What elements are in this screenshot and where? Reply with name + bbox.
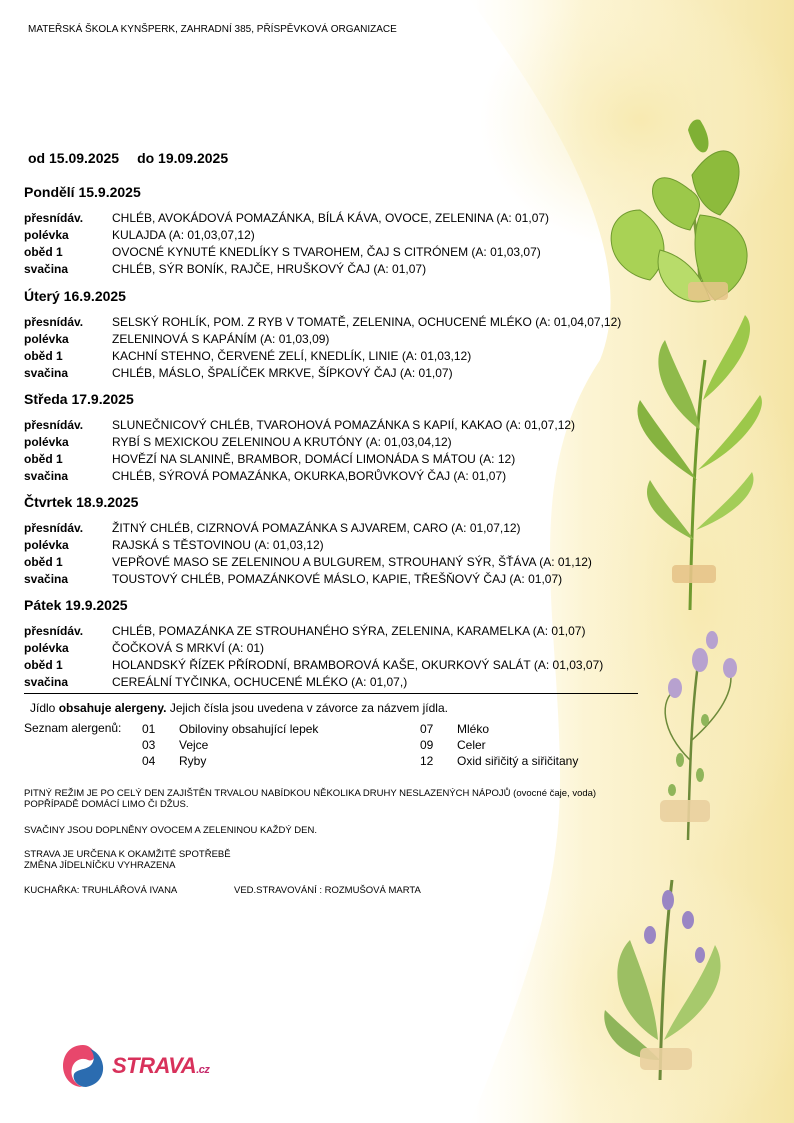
meal-row — [24, 623, 704, 640]
day-title: Pondělí 15.9.2025 — [24, 184, 141, 200]
meal-type: oběd 1 — [24, 245, 63, 259]
catering-manager: VED.STRAVOVÁNÍ : ROZMUŠOVÁ MARTA — [234, 885, 421, 896]
meal-dish: CEREÁLNÍ TYČINKA, OCHUCENÉ MLÉKO (A: 01,07,) — [112, 675, 408, 689]
meal-type: oběd 1 — [24, 658, 63, 672]
meal-type: svačina — [24, 469, 69, 483]
meal-dish: HOLANDSKÝ ŘÍZEK PŘÍRODNÍ, BRAMBOROVÁ KAŠE, OKURKOVÝ SALÁT (A: 01,03,07) — [112, 658, 604, 672]
meal-type: svačina — [24, 366, 69, 380]
day-title: Pátek 19.9.2025 — [24, 597, 128, 613]
meal-type: oběd 1 — [24, 555, 63, 569]
allergen-item: 07 Mléko — [420, 722, 490, 736]
consumption-note: STRAVA JE URČENA K OKAMŽITÉ SPOTŘEBĚ ZMĚNA JÍDELNÍČKU VYHRAZENA — [24, 849, 231, 871]
meal-row — [24, 640, 704, 657]
day-menu — [24, 182, 704, 278]
meal-dish: TOUSTOVÝ CHLÉB, POMAZÁNKOVÉ MÁSLO, KAPIE, TŘEŠŇOVÝ ČAJ (A: 01,07) — [112, 572, 563, 586]
meal-row — [24, 571, 704, 588]
strava-logo — [60, 1043, 209, 1089]
day-title: Úterý 16.9.2025 — [24, 288, 126, 304]
meal-dish: VEPŘOVÉ MASO SE ZELENINOU A BULGUREM, STROUHANÝ SÝR, ŠŤÁVA (A: 01,12) — [112, 555, 592, 569]
cook-name: KUCHAŘKA: TRUHLÁŘOVÁ IVANA — [24, 885, 178, 896]
meal-dish: ČOČKOVÁ S MRKVÍ (A: 01) — [112, 641, 265, 655]
meal-type: svačina — [24, 675, 69, 689]
meal-type: oběd 1 — [24, 349, 63, 363]
meal-row — [24, 244, 704, 261]
day-menu — [24, 286, 704, 382]
meal-type: přesnídáv. — [24, 521, 84, 535]
menu-period — [28, 150, 246, 166]
strava-logo-icon — [60, 1043, 106, 1089]
meal-dish: SELSKÝ ROHLÍK, POM. Z RYB V TOMATĚ, ZELENINA, OCHUCENÉ MLÉKO (A: 01,04,07,12) — [112, 315, 622, 329]
meal-dish: RAJSKÁ S TĚSTOVINOU (A: 01,03,12) — [112, 538, 324, 552]
meal-type: přesnídáv. — [24, 624, 84, 638]
meal-dish: CHLÉB, AVOKÁDOVÁ POMAZÁNKA, BÍLÁ KÁVA, OVOCE, ZELENINA (A: 01,07) — [112, 211, 550, 225]
logo-text: STRAVA — [112, 1053, 197, 1078]
period-to: do 19.09.2025 — [137, 150, 229, 166]
meal-dish: SLUNEČNICOVÝ CHLÉB, TVAROHOVÁ POMAZÁNKA S KAPIÍ, KAKAO (A: 01,07,12) — [112, 418, 576, 432]
meal-row — [24, 451, 704, 468]
meal-dish: KULAJDA (A: 01,03,07,12) — [112, 228, 255, 242]
day-title: Středa 17.9.2025 — [24, 391, 134, 407]
meal-dish: RYBÍ S MEXICKOU ZELENINOU A KRUTÓNY (A: 01,03,04,12) — [112, 435, 452, 449]
meal-row — [24, 210, 704, 227]
day-title: Čtvrtek 18.9.2025 — [24, 494, 139, 510]
organization-header: MATEŘSKÁ ŠKOLA KYNŠPERK, ZAHRADNÍ 385, PŘÍSPĚVKOVÁ ORGANIZACE — [28, 24, 397, 35]
meal-type: svačina — [24, 262, 69, 276]
allergen-item: 09 Celer — [420, 738, 486, 752]
allergen-item: 04 Ryby — [142, 754, 207, 768]
meal-type: polévka — [24, 641, 69, 655]
meal-row — [24, 417, 704, 434]
meal-row — [24, 365, 704, 382]
meal-row — [24, 537, 704, 554]
logo-suffix: .cz — [196, 1064, 210, 1076]
meal-row — [24, 657, 704, 674]
snacks-note: SVAČINY JSOU DOPLNĚNY OVOCEM A ZELENINOU KAŽDÝ DEN. — [24, 825, 317, 836]
meal-dish: ŽITNÝ CHLÉB, CIZRNOVÁ POMAZÁNKA S AJVAREM, CARO (A: 01,07,12) — [112, 521, 521, 535]
meal-row — [24, 554, 704, 571]
meal-dish: KACHNÍ STEHNO, ČERVENÉ ZELÍ, KNEDLÍK, LINIE (A: 01,03,12) — [112, 349, 472, 363]
meal-row — [24, 468, 704, 485]
meal-dish: ZELENINOVÁ S KAPÁNÍM (A: 01,03,09) — [112, 332, 330, 346]
meal-row — [24, 331, 704, 348]
divider — [24, 693, 638, 694]
meal-row — [24, 348, 704, 365]
period-from: od 15.09.2025 — [28, 150, 120, 166]
allergen-item: 12 Oxid siřičitý a siřičitany — [420, 754, 579, 768]
meal-dish: CHLÉB, SÝROVÁ POMAZÁNKA, OKURKA,BORŮVKOVÝ ČAJ (A: 01,07) — [112, 469, 507, 483]
meal-dish: CHLÉB, MÁSLO, ŠPALÍČEK MRKVE, ŠÍPKOVÝ ČAJ (A: 01,07) — [112, 366, 453, 380]
meal-row — [24, 434, 704, 451]
allergen-item: 03 Vejce — [142, 738, 209, 752]
day-menu — [24, 492, 704, 588]
meal-type: polévka — [24, 435, 69, 449]
meal-type: přesnídáv. — [24, 418, 84, 432]
meal-type: svačina — [24, 572, 69, 586]
allergen-item: 01 Obiloviny obsahující lepek — [142, 722, 319, 736]
meal-type: oběd 1 — [24, 452, 63, 466]
meal-dish: HOVĚZÍ NA SLANINĚ, BRAMBOR, DOMÁCÍ LIMONÁDA S MÁTOU (A: 12) — [112, 452, 516, 466]
meal-type: polévka — [24, 332, 69, 346]
meal-row — [24, 674, 704, 691]
meal-row — [24, 314, 704, 331]
meal-type: polévka — [24, 538, 69, 552]
meal-dish: CHLÉB, POMAZÁNKA ZE STROUHANÉHO SÝRA, ZELENINA, KARAMELKA (A: 01,07) — [112, 624, 586, 638]
meal-row — [24, 227, 704, 244]
day-menu — [24, 595, 704, 691]
meal-dish: OVOCNÉ KYNUTÉ KNEDLÍKY S TVAROHEM, ČAJ S CITRÓNEM (A: 01,03,07) — [112, 245, 541, 259]
meal-type: polévka — [24, 228, 69, 242]
meal-row — [24, 261, 704, 278]
allergen-note: Jídlo obsahuje alergeny. Jejich čísla jsou uvedena v závorce za názvem jídla. — [30, 701, 448, 715]
meal-type: přesnídáv. — [24, 211, 84, 225]
meal-row — [24, 520, 704, 537]
drinking-regime-note: PITNÝ REŽIM JE PO CELÝ DEN ZAJIŠTĚN TRVALOU NABÍDKOU NĚKOLIKA DRUHY NESLAZENÝCH NÁPOJŮ (ovocné čaje, voda) POPŘÍPADĚ DOMÁCÍ LIMO ČI DŽUS. — [24, 788, 597, 810]
day-menu — [24, 389, 704, 485]
allergen-list-label: Seznam alergenů: — [24, 721, 122, 735]
meal-type: přesnídáv. — [24, 315, 84, 329]
meal-dish: CHLÉB, SÝR BONÍK, RAJČE, HRUŠKOVÝ ČAJ (A: 01,07) — [112, 262, 427, 276]
